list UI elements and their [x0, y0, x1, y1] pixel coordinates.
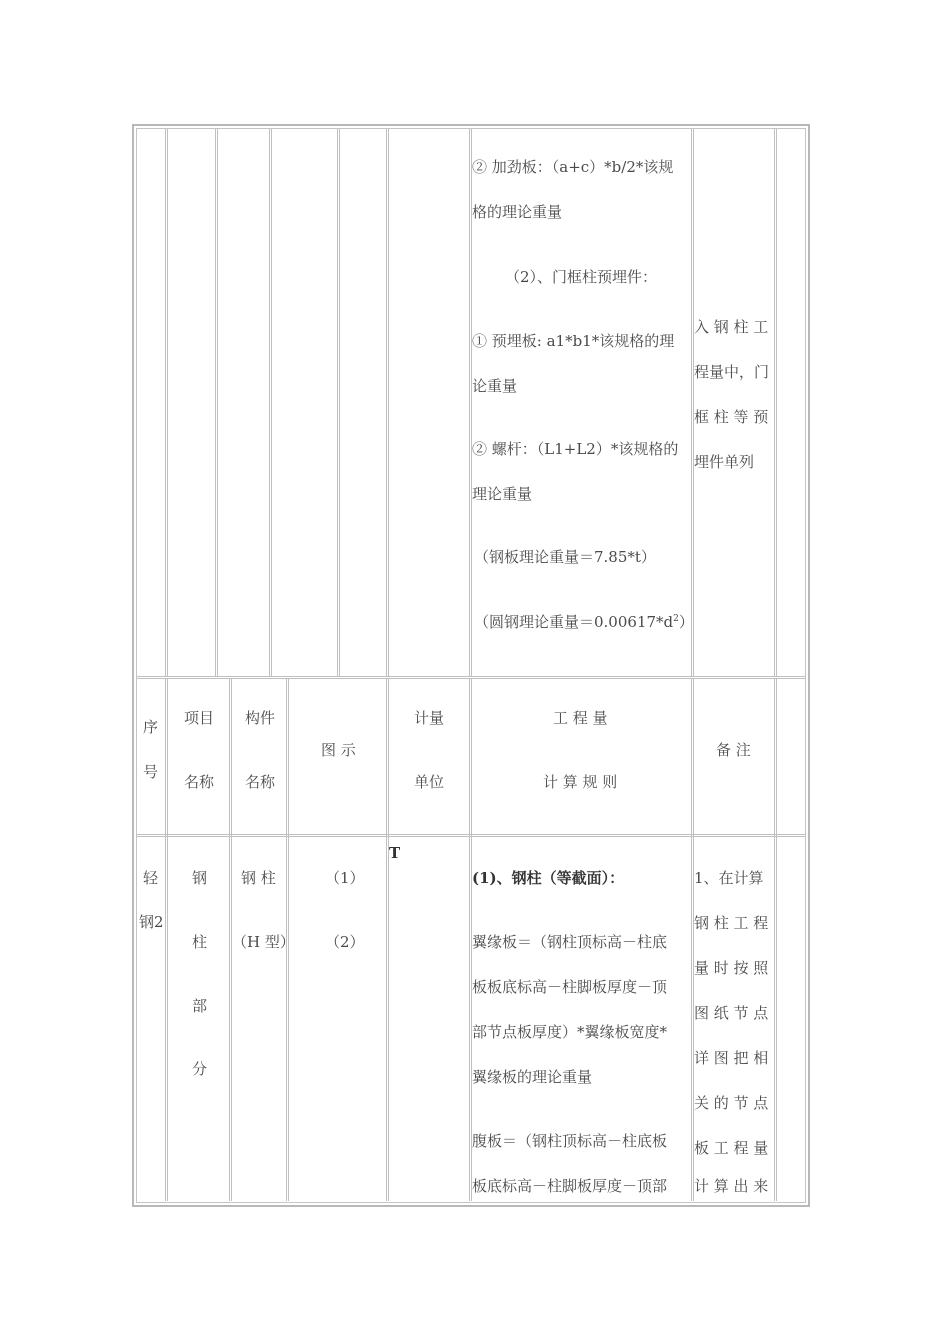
row-rule-line: 翼缘板的理论重量 [472, 1068, 593, 1086]
calc-rule-line: 论重量 [472, 377, 518, 395]
calc-rule-line: （2）、门框柱预埋件： [505, 268, 658, 286]
col-divider [337, 129, 340, 676]
row-item-name: 柱 [192, 933, 208, 951]
row-remark-line: 钢 柱 工 程 [694, 914, 769, 932]
header-item-name: 名称 [184, 773, 215, 791]
calc-rule-line: 理论重量 [472, 485, 533, 503]
calc-rule-text: ） [678, 613, 694, 631]
col-divider [165, 679, 168, 1201]
header-component-name: 名称 [245, 773, 276, 791]
header-component-name: 构件 [245, 709, 276, 727]
calc-rule-line: ② 加劲板：（a+c）*b/2*该规 [472, 158, 674, 176]
header-rule: 工 程 量 [553, 709, 608, 727]
row-rule-line: 部节点板厚度）*翼缘板宽度* [472, 1023, 668, 1041]
calc-rule-text: （圆钢理论重量＝0.00617*d [474, 613, 674, 631]
col-divider [691, 129, 694, 676]
calc-rule-line [474, 612, 694, 632]
header-item-name: 项目 [184, 709, 215, 727]
header-unit: 计量 [414, 709, 445, 727]
row-seq: 钢2 [139, 913, 164, 931]
row-seq: 轻 [143, 869, 159, 887]
row-rule-line: 翼缘板＝（钢柱顶标高－柱底 [472, 933, 668, 951]
header-seq: 序 [143, 718, 159, 736]
row-rule-line: 腹板＝（钢柱顶标高－柱底板 [472, 1132, 668, 1150]
calc-rule-line: ② 螺杆：（L1+L2）*该规格的 [472, 440, 679, 458]
row-unit-mark: T [389, 844, 401, 862]
col-divider [386, 679, 389, 1201]
calc-rule-line: 格的理论重量 [472, 203, 563, 221]
row-diagram-ref: （2） [325, 933, 365, 951]
row-rule-line: 板底标高－柱脚板厚度－顶部 [472, 1177, 668, 1195]
row-remark-line: 关 的 节 点 [694, 1094, 769, 1112]
note-line: 程量中，门 [694, 363, 770, 381]
row-remark-line: 量 时 按 照 [694, 959, 769, 977]
col-divider [774, 129, 777, 676]
row-remark-line: 图 纸 节 点 [694, 1004, 769, 1022]
header-diagram: 图 示 [321, 741, 356, 759]
row-diagram-ref: （1） [325, 869, 365, 887]
calc-rule-line: ① 预埋板: a1*b1*该规格的理 [472, 332, 675, 350]
col-divider [269, 129, 272, 676]
superscript: 2 [673, 614, 679, 624]
row-remark-line: 详 图 把 相 [694, 1049, 769, 1067]
header-unit: 单位 [414, 773, 445, 791]
col-divider [691, 679, 694, 1201]
note-line: 框 柱 等 预 [694, 408, 769, 426]
row-item-name: 钢 [192, 869, 208, 887]
col-divider [165, 129, 168, 676]
row-remark-line: 板 工 程 量 [694, 1139, 769, 1157]
row-rule-line: 板板底标高－柱脚板厚度－顶 [472, 978, 668, 996]
row-component-name: 钢 柱 [241, 869, 276, 887]
col-divider [774, 679, 777, 1201]
header-rule: 计 算 规 则 [543, 773, 618, 791]
row-remark-line: 1、在计算 [694, 869, 764, 887]
col-divider [215, 129, 218, 676]
row-component-name: （H 型） [232, 933, 295, 951]
note-line: 埋件单列 [694, 453, 755, 471]
header-seq: 号 [143, 763, 159, 781]
calc-rule-line: （钢板理论重量＝7.85*t） [474, 548, 656, 566]
row-item-name: 分 [192, 1060, 208, 1078]
row-rule-heading: (1)、钢柱（等截面）： [472, 869, 625, 887]
note-line: 入 钢 柱 工 [694, 318, 769, 336]
row-item-name: 部 [192, 997, 208, 1015]
header-remark: 备 注 [716, 741, 751, 759]
col-divider [386, 129, 389, 676]
row-remark-line: 计 算 出 来 [694, 1177, 769, 1195]
